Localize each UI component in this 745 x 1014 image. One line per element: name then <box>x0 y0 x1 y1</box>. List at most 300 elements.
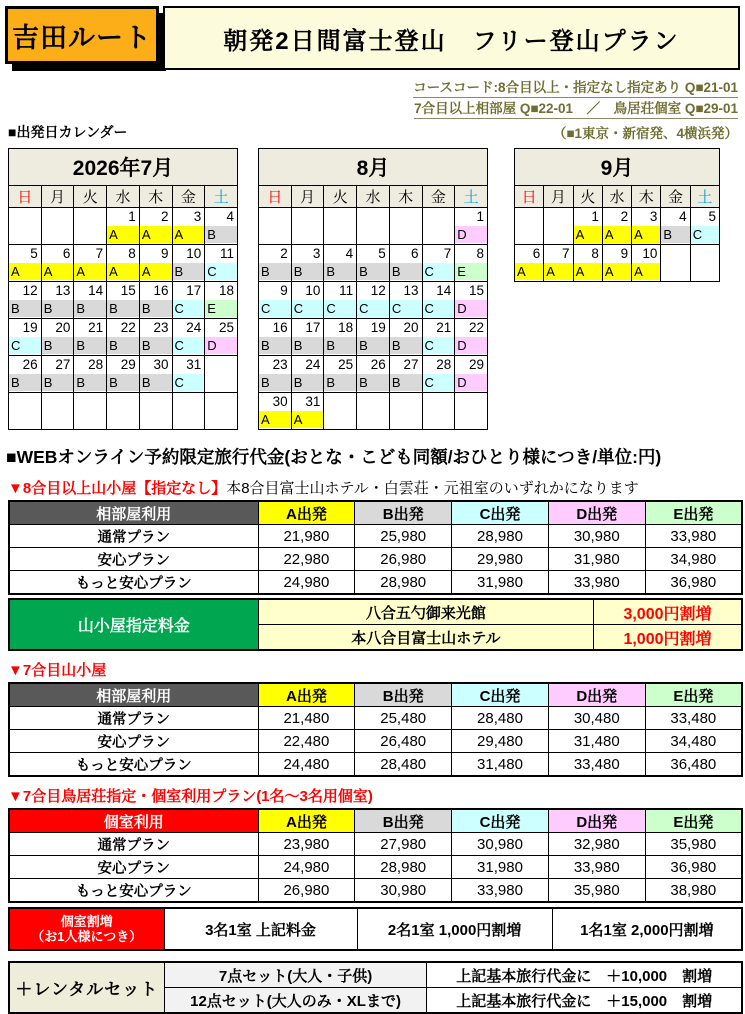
price-cell: 30,980 <box>548 525 645 548</box>
calendar-day <box>259 245 292 282</box>
calendar-day <box>139 208 172 245</box>
subheading-torii-red: ▼7合目鳥居荘指定・個室利用プラン(1名～3名用個室) <box>8 788 373 805</box>
calendar-day <box>661 208 690 245</box>
departure-origin-note: （■1東京・新宿発、4横浜発） <box>552 126 738 141</box>
day-number: 20 <box>55 320 71 335</box>
private-room-rate-2pax: 2名1室 1,000円割増 <box>357 908 552 950</box>
calendar-day <box>259 319 292 356</box>
calendar-day <box>205 245 238 282</box>
calendar-day <box>357 356 390 393</box>
departure-code: A <box>140 226 172 243</box>
day-number: 15 <box>120 283 136 298</box>
calendar-day <box>357 282 390 319</box>
departure-code: C <box>205 263 237 280</box>
calendar-day-empty <box>357 208 390 245</box>
departure-code: B <box>390 374 422 391</box>
day-number: 28 <box>88 357 104 372</box>
price-cell: 24,980 <box>258 571 355 595</box>
departure-code: C <box>173 337 205 354</box>
price-cell: 31,480 <box>452 753 549 777</box>
price-cell: 28,980 <box>452 525 549 548</box>
subheading-hut8-red: ▼8合目以上山小屋【指定なし】 <box>8 480 227 497</box>
calendar-day-empty <box>544 208 573 245</box>
subheading-hut7 <box>8 659 745 680</box>
weekday-label: 水 <box>107 186 140 208</box>
day-number: 24 <box>305 357 321 372</box>
calendar-day <box>291 356 324 393</box>
departure-code: B <box>390 337 422 354</box>
price-cell: 33,980 <box>645 525 742 548</box>
calendar-day <box>259 393 292 430</box>
departure-code: B <box>9 300 41 317</box>
day-number: 25 <box>218 320 234 335</box>
day-number: 5 <box>708 209 716 224</box>
day-number: 3 <box>649 209 658 224</box>
departure-code: B <box>205 226 237 243</box>
departure-code: B <box>324 263 356 280</box>
private-room-surcharge-block <box>8 907 743 951</box>
calendar-day <box>422 245 455 282</box>
day-number: 31 <box>305 394 321 409</box>
price-cell: 32,980 <box>548 833 645 856</box>
price-cell: 35,980 <box>548 879 645 903</box>
departure-column-header: D出発 <box>548 809 645 833</box>
price-cell: 22,980 <box>258 548 355 571</box>
day-number: 30 <box>272 394 288 409</box>
weekday-label: 日 <box>9 186 42 208</box>
day-number: 6 <box>62 246 71 261</box>
departure-code: B <box>357 374 389 391</box>
departure-code: B <box>9 374 41 391</box>
departure-code: E <box>205 300 237 317</box>
calendar-day <box>389 319 422 356</box>
day-number: 2 <box>280 246 288 261</box>
day-number: 28 <box>436 357 452 372</box>
calendar-day-empty <box>291 208 324 245</box>
departure-code: B <box>292 263 324 280</box>
departure-column-header: A出発 <box>258 683 355 707</box>
departure-column-header: C出発 <box>452 501 549 525</box>
calendar-day <box>172 282 205 319</box>
day-number: 19 <box>22 320 38 335</box>
calendar-day <box>455 356 488 393</box>
calendar-day <box>172 245 205 282</box>
departure-code: B <box>42 300 74 317</box>
calendar-day <box>9 245 42 282</box>
calendar-day <box>172 208 205 245</box>
calendar-day <box>107 319 140 356</box>
day-number: 20 <box>403 320 419 335</box>
departure-code: E <box>455 263 487 280</box>
price-cell: 30,480 <box>548 707 645 730</box>
departure-code: A <box>574 226 602 243</box>
departure-code: C <box>173 374 205 391</box>
day-number: 5 <box>30 246 38 261</box>
calendar-august <box>258 148 488 430</box>
weekday-label: 金 <box>661 186 690 208</box>
price-cell: 35,980 <box>645 833 742 856</box>
day-number: 5 <box>378 246 386 261</box>
calendar-day <box>41 282 74 319</box>
price-cell: 25,480 <box>355 707 452 730</box>
page-title: 朝発2日間富士登山 フリー登山プラン <box>163 6 740 70</box>
calendar-day <box>291 282 324 319</box>
day-number: 13 <box>55 283 71 298</box>
price-cell: 22,480 <box>258 730 355 753</box>
departure-code: B <box>140 337 172 354</box>
departure-code: B <box>357 263 389 280</box>
price-cell: 36,980 <box>645 856 742 879</box>
day-number: 3 <box>193 209 202 224</box>
departure-column-header: D出発 <box>548 683 645 707</box>
calendar-day-empty <box>515 208 544 245</box>
day-number: 8 <box>591 246 599 261</box>
calendar-day <box>9 356 42 393</box>
day-number: 4 <box>679 209 687 224</box>
price-cell: 33,480 <box>645 707 742 730</box>
calendar-day-empty <box>74 393 107 430</box>
hut-surcharge-fee: 3,000円割増 <box>593 599 742 625</box>
departure-code: A <box>292 411 324 428</box>
hut-surcharge-fee: 1,000円割増 <box>593 625 742 651</box>
calendar-title: 9月 <box>515 149 720 186</box>
departure-code: D <box>455 226 487 243</box>
hut-surcharge-block <box>8 598 743 651</box>
calendar-day-empty <box>107 393 140 430</box>
departure-code: A <box>574 263 602 280</box>
day-number: 18 <box>218 283 234 298</box>
departure-code: D <box>205 337 237 354</box>
calendar-title: 8月 <box>259 149 488 186</box>
hut-name: 本八合目富士山ホテル <box>258 625 593 651</box>
weekday-label: 月 <box>544 186 573 208</box>
weekday-label: 土 <box>205 186 238 208</box>
day-number: 23 <box>272 357 288 372</box>
day-number: 13 <box>403 283 419 298</box>
weekday-label: 金 <box>422 186 455 208</box>
price-cell: 38,980 <box>645 879 742 903</box>
day-number: 7 <box>95 246 104 261</box>
price-cell: 29,480 <box>452 730 549 753</box>
plan-label: 通常プラン <box>9 525 258 548</box>
price-cell: 23,980 <box>258 833 355 856</box>
departure-code: A <box>632 226 660 243</box>
calendar-day <box>602 245 631 282</box>
calendar-day <box>357 245 390 282</box>
calendar-day <box>259 282 292 319</box>
day-number: 9 <box>161 246 169 261</box>
calendar-day <box>455 319 488 356</box>
course-code-block <box>0 79 745 121</box>
calendar-day <box>291 393 324 430</box>
day-number: 25 <box>338 357 354 372</box>
calendar-day <box>74 282 107 319</box>
rental-price-7items: 上記基本旅行代金に ＋10,000 割増 <box>427 962 742 988</box>
weekday-label: 水 <box>602 186 631 208</box>
departure-code: A <box>9 263 41 280</box>
weekday-label: 木 <box>389 186 422 208</box>
day-number: 7 <box>443 246 452 261</box>
calendar-september <box>514 148 720 282</box>
departure-code: B <box>173 263 205 280</box>
departure-code: A <box>74 263 106 280</box>
day-number: 11 <box>339 283 354 298</box>
rental-price-12items: 上記基本旅行代金に ＋15,000 割増 <box>427 988 742 1014</box>
private-room-surcharge-label-line2: （お1人様につき） <box>31 929 143 944</box>
calendar-day <box>455 282 488 319</box>
price-cell: 21,980 <box>258 525 355 548</box>
calendar-day-empty <box>205 356 238 393</box>
day-number: 9 <box>280 283 288 298</box>
calendar-day <box>172 319 205 356</box>
departure-code: B <box>259 337 291 354</box>
calendar-day-empty <box>324 208 357 245</box>
departure-column-header: B出発 <box>355 683 452 707</box>
departure-code: C <box>423 263 455 280</box>
calendar-day <box>9 319 42 356</box>
rental-set-label: ＋レンタルセット <box>9 962 164 1013</box>
departure-code: B <box>259 263 291 280</box>
calendar-day <box>107 282 140 319</box>
calendar-day-empty <box>205 393 238 430</box>
private-room-surcharge-label-line1: 個室割増 <box>60 914 113 929</box>
calendar-day <box>690 208 719 245</box>
departure-code: B <box>324 337 356 354</box>
price-cell: 25,980 <box>355 525 452 548</box>
day-number: 21 <box>436 320 452 335</box>
calendar-day-empty <box>690 245 719 282</box>
day-number: 9 <box>620 246 629 261</box>
plan-label: 安心プラン <box>9 730 258 753</box>
price-cell: 31,980 <box>452 571 549 595</box>
plan-label: 通常プラン <box>9 833 258 856</box>
departure-code: A <box>259 411 291 428</box>
departure-code: B <box>390 263 422 280</box>
weekday-label: 金 <box>172 186 205 208</box>
price-cell: 26,980 <box>355 548 452 571</box>
calendar-day-empty <box>389 208 422 245</box>
plan-label: 安心プラン <box>9 856 258 879</box>
price-cell: 24,980 <box>258 856 355 879</box>
calendar-day <box>573 245 602 282</box>
calendar-day-empty <box>389 393 422 430</box>
calendar-day-empty <box>74 208 107 245</box>
calendar-july <box>8 148 238 430</box>
price-cell: 26,980 <box>258 879 355 903</box>
subheading-torii <box>8 785 745 806</box>
calendar-day <box>74 245 107 282</box>
day-number: 14 <box>436 283 452 298</box>
departure-column-header: C出発 <box>452 809 549 833</box>
calendar-day <box>632 245 661 282</box>
rental-set-7items: 7点セット(大人・子供) <box>164 962 427 988</box>
weekday-label: 土 <box>690 186 719 208</box>
departure-code: A <box>173 226 205 243</box>
departure-code: B <box>140 300 172 317</box>
calendar-day <box>455 208 488 245</box>
plan-label: 安心プラン <box>9 548 258 571</box>
weekday-label: 火 <box>573 186 602 208</box>
departure-code: B <box>107 300 139 317</box>
day-number: 22 <box>468 320 484 335</box>
price-cell: 31,980 <box>548 548 645 571</box>
weekday-label: 木 <box>632 186 661 208</box>
price-cell: 33,480 <box>548 753 645 777</box>
day-number: 10 <box>642 246 658 261</box>
plan-label: 通常プラン <box>9 707 258 730</box>
day-number: 12 <box>22 283 38 298</box>
calendar-day-empty <box>422 208 455 245</box>
day-number: 16 <box>153 283 169 298</box>
price-cell: 24,480 <box>258 753 355 777</box>
departure-code: B <box>661 226 689 243</box>
calendar-day <box>422 319 455 356</box>
calendar-day <box>422 282 455 319</box>
price-cell: 26,480 <box>355 730 452 753</box>
departure-code: B <box>74 300 106 317</box>
calendar-day <box>74 356 107 393</box>
calendar-day <box>74 319 107 356</box>
departure-code: C <box>292 300 324 317</box>
departure-code: B <box>357 337 389 354</box>
day-number: 15 <box>468 283 484 298</box>
day-number: 14 <box>88 283 104 298</box>
price-cell: 33,980 <box>452 879 549 903</box>
calendar-day-empty <box>357 393 390 430</box>
day-number: 27 <box>55 357 71 372</box>
day-number: 26 <box>22 357 38 372</box>
day-number: 3 <box>312 246 321 261</box>
price-cell: 31,480 <box>548 730 645 753</box>
calendar-day <box>139 356 172 393</box>
calendar-day <box>9 282 42 319</box>
day-number: 8 <box>128 246 136 261</box>
day-number: 4 <box>345 246 354 261</box>
price-cell: 28,980 <box>355 571 452 595</box>
price-cell: 33,980 <box>548 571 645 595</box>
route-badge: 吉田ルート <box>5 6 159 64</box>
header-band <box>0 0 745 70</box>
calendar-day <box>632 208 661 245</box>
day-number: 21 <box>88 320 104 335</box>
price-cell: 28,480 <box>355 753 452 777</box>
day-number: 8 <box>476 246 484 261</box>
price-cell: 34,480 <box>645 730 742 753</box>
departure-code: A <box>603 226 631 243</box>
calendar-day <box>41 245 74 282</box>
departure-column-header: B出発 <box>355 809 452 833</box>
plan-label: もっと安心プラン <box>9 571 258 595</box>
departure-column-header: C出発 <box>452 683 549 707</box>
calendar-day-empty <box>41 208 74 245</box>
day-number: 1 <box>591 209 599 224</box>
departure-calendars <box>8 148 745 430</box>
day-number: 10 <box>186 246 202 261</box>
calendar-day <box>602 208 631 245</box>
price-cell: 29,980 <box>452 548 549 571</box>
calendar-title: 2026年7月 <box>9 149 238 186</box>
departure-column-header: B出発 <box>355 501 452 525</box>
calendar-day <box>515 245 544 282</box>
price-cell: 34,980 <box>645 548 742 571</box>
departure-code: D <box>455 374 487 391</box>
day-number: 1 <box>476 209 484 224</box>
departure-code: C <box>357 300 389 317</box>
course-code-line2: 7合目以上相部屋 Q■22-01 ／ 鳥居荘個室 Q■29-01 <box>414 100 738 119</box>
rental-set-12items: 12点セット(大人のみ・XLまで) <box>164 988 427 1014</box>
calendar-day-empty <box>422 393 455 430</box>
calendar-day-empty <box>172 393 205 430</box>
departure-code: C <box>691 226 719 243</box>
calendar-day <box>205 282 238 319</box>
table-corner-label: 相部屋利用 <box>9 501 258 525</box>
price-cell: 33,980 <box>548 856 645 879</box>
departure-code: C <box>423 337 455 354</box>
calendar-day <box>455 245 488 282</box>
departure-code: B <box>42 337 74 354</box>
departure-code: D <box>455 300 487 317</box>
day-number: 31 <box>186 357 202 372</box>
price-cell: 28,980 <box>355 856 452 879</box>
departure-code: B <box>42 374 74 391</box>
calendar-day <box>259 356 292 393</box>
departure-code: B <box>107 337 139 354</box>
calendar-day <box>422 356 455 393</box>
plan-label: もっと安心プラン <box>9 879 258 903</box>
day-number: 10 <box>305 283 321 298</box>
weekday-label: 土 <box>455 186 488 208</box>
departure-column-header: E出発 <box>645 501 742 525</box>
departure-code: C <box>423 300 455 317</box>
calendar-day <box>357 319 390 356</box>
price-cell: 31,980 <box>452 856 549 879</box>
calendar-day <box>139 245 172 282</box>
departure-code: D <box>455 337 487 354</box>
price-cell: 36,980 <box>645 571 742 595</box>
private-room-surcharge-label <box>9 908 164 950</box>
departure-column-header: E出発 <box>645 809 742 833</box>
weekday-label: 水 <box>357 186 390 208</box>
departure-code: C <box>9 337 41 354</box>
subheading-hut8-note: 本8合目富士山ホテル・白雲荘・元祖室のいずれかになります <box>226 480 639 497</box>
day-number: 17 <box>186 283 202 298</box>
price-cell: 28,480 <box>452 707 549 730</box>
private-room-rate-3pax: 3名1室 上記料金 <box>164 908 357 950</box>
weekday-label: 月 <box>41 186 74 208</box>
day-number: 16 <box>272 320 288 335</box>
calendar-day-empty <box>41 393 74 430</box>
calendar-day <box>205 208 238 245</box>
calendar-day-empty <box>661 245 690 282</box>
weekday-label: 日 <box>259 186 292 208</box>
day-number: 6 <box>411 246 419 261</box>
day-number: 30 <box>153 357 169 372</box>
day-number: 17 <box>305 320 321 335</box>
calendar-day <box>324 245 357 282</box>
day-number: 1 <box>128 209 136 224</box>
calendar-day <box>41 319 74 356</box>
departure-code: B <box>292 337 324 354</box>
departure-code: A <box>107 226 139 243</box>
price-table-hut8 <box>8 500 743 595</box>
price-cell: 21,480 <box>258 707 355 730</box>
departure-code: A <box>632 263 660 280</box>
price-cell: 36,480 <box>645 753 742 777</box>
day-number: 29 <box>468 357 484 372</box>
day-number: 19 <box>370 320 386 335</box>
price-cell: 27,980 <box>355 833 452 856</box>
departure-code: C <box>324 300 356 317</box>
